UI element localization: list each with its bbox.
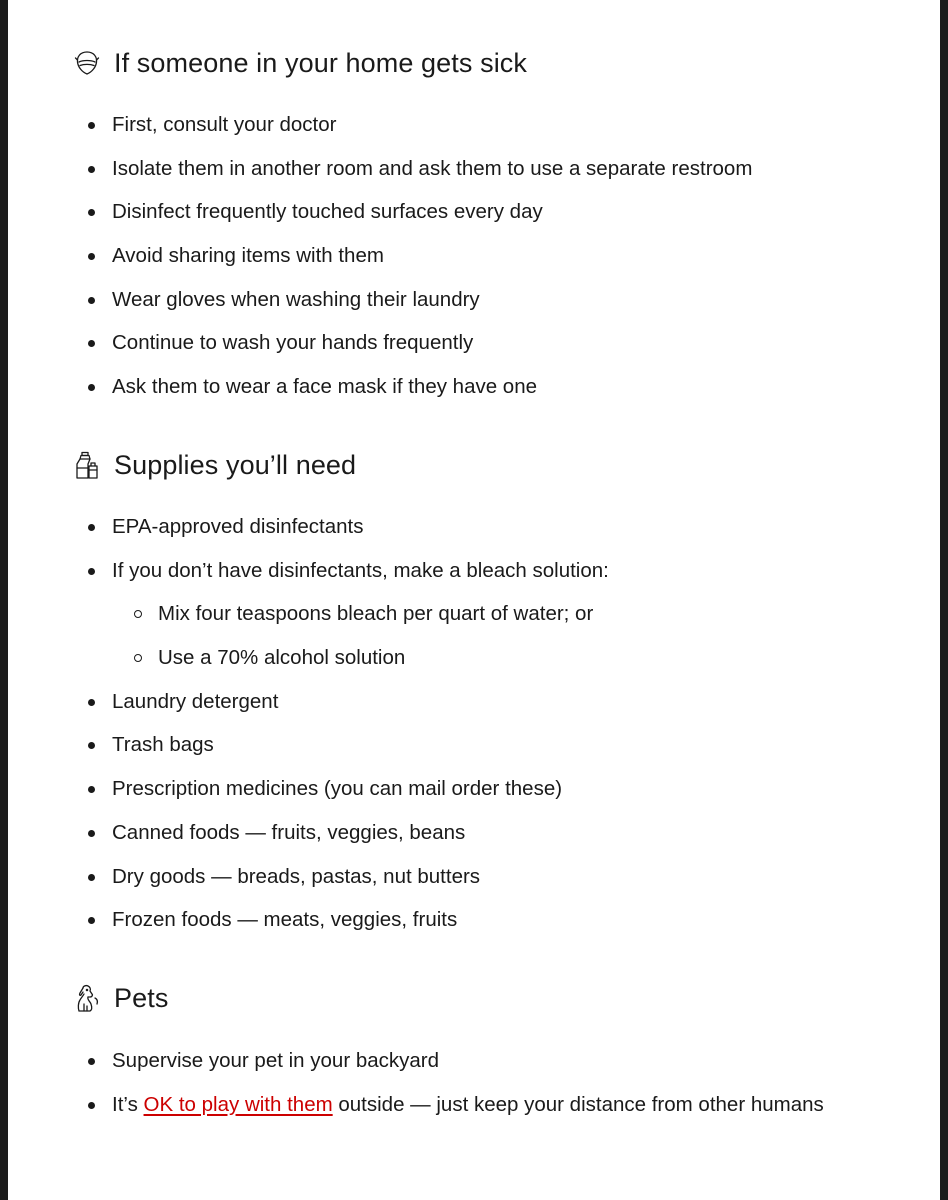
bullet xyxy=(88,917,95,924)
bullet xyxy=(88,340,95,347)
section-heading-pets xyxy=(74,983,168,1014)
bullet xyxy=(88,786,95,793)
list-item: Continue to wash your hands frequently xyxy=(0,332,752,376)
section-heading-supplies xyxy=(74,450,356,481)
bullet xyxy=(88,699,95,706)
face-mask-icon xyxy=(74,49,100,79)
bullet xyxy=(88,830,95,837)
list-item: Disinfect frequently touched surfaces every day xyxy=(0,201,752,245)
sub-list-item: Mix four teaspoons bleach per quart of water; or xyxy=(0,603,609,647)
bullet xyxy=(88,253,95,260)
list-item: Canned foods — fruits, veggies, beans xyxy=(0,822,609,866)
hollow-bullet xyxy=(134,610,142,618)
bullet xyxy=(88,874,95,881)
list-item: Laundry detergent xyxy=(0,691,609,735)
list-item: If you don’t have disinfectants, make a bleach solution: xyxy=(0,560,609,604)
list-item: Dry goods — breads, pastas, nut butters xyxy=(0,866,609,910)
bullet xyxy=(88,166,95,173)
supplies-list xyxy=(0,516,609,953)
bullet xyxy=(88,297,95,304)
section-title-supplies: Supplies you’ll need xyxy=(114,450,357,480)
bullet xyxy=(88,1102,95,1109)
bullet xyxy=(88,1058,95,1065)
list-item: Prescription medicines (you can mail order these) xyxy=(0,778,609,822)
section-title-pets: Pets xyxy=(114,983,169,1013)
list-item: Isolate them in another room and ask them to use a separate restroom xyxy=(0,158,752,202)
pets-list xyxy=(0,1050,824,1137)
bullet xyxy=(88,568,95,575)
bullet xyxy=(88,122,95,129)
hollow-bullet xyxy=(134,654,142,662)
spray-bottle-icon xyxy=(74,451,100,481)
list-item: Wear gloves when washing their laundry xyxy=(0,289,752,333)
list-item: EPA-approved disinfectants xyxy=(0,516,609,560)
list-item: First, consult your doctor xyxy=(0,114,752,158)
list-item: Ask them to wear a face mask if they have one xyxy=(0,376,752,420)
sick-list xyxy=(0,114,752,420)
bullet xyxy=(88,384,95,391)
list-item: Avoid sharing items with them xyxy=(0,245,752,289)
bullet xyxy=(88,524,95,531)
bullet xyxy=(88,209,95,216)
list-item: Supervise your pet in your backyard xyxy=(0,1050,824,1094)
sub-list-item: Use a 70% alcohol solution xyxy=(0,647,609,691)
bullet xyxy=(88,742,95,749)
list-item: Frozen foods — meats, veggies, fruits xyxy=(0,909,609,953)
dog-icon xyxy=(74,984,100,1014)
right-edge-bar xyxy=(940,0,948,1200)
list-item: It’s OK to play with them outside — just keep your distance from other humans xyxy=(0,1094,824,1138)
section-title-sick: If someone in your home gets sick xyxy=(114,48,527,78)
list-item: Trash bags xyxy=(0,734,609,778)
ok-to-play-link[interactable]: OK to play with them xyxy=(143,1092,333,1116)
section-heading-sick xyxy=(74,48,527,79)
